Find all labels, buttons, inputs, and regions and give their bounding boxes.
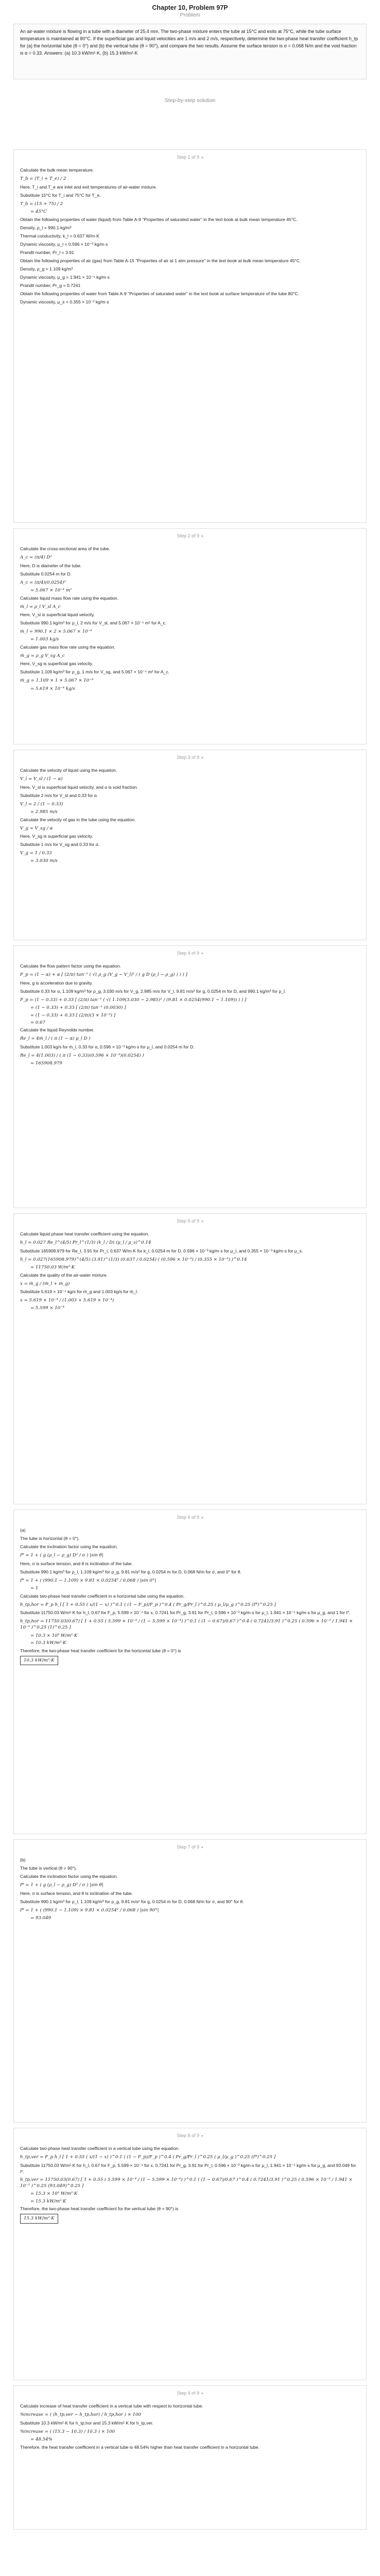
equation-result: = 5.067 × 10⁻⁴ m² bbox=[30, 588, 72, 594]
step-text: Calculate the quality of the air-water mixture. bbox=[20, 1272, 108, 1278]
step-text: Calculate two-phase heat transfer coefficient in a horizontal tube using the equation. bbox=[20, 1593, 185, 1599]
equation: Re_l = 4ṁ_l / ( π (1 − α) μ_l D ) bbox=[20, 1036, 91, 1042]
problem-statement: An air-water mixture is flowing in a tube with a diameter of 25.4 mm. The two-phase mixture enters the tube at 15°C and exits at 75°C, while the tube surface temperature is maintained at 80°C. If the superficial gas and liquid velocities are 1 m/s and 2 m/s, respectively, determine the two-phase heat transfer coefficient h_tp for (a) the horizontal tube (θ = 0°) and (b) the vertical tube (θ = 90°), and compare the two results. Assume the surface tension is σ = 0.068 N/m and the void fraction is α = 0.33. Answers: (a) 10.3 kW/m²·K, (b) 15.3 kW/m²·K bbox=[13, 24, 367, 79]
step-text: Here, V_sl is superficial liquid velocity, and α is void fraction. bbox=[20, 784, 138, 790]
step-text: Calculate gas mass flow rate using the equation. bbox=[20, 644, 115, 650]
chevron-down-icon: ▾ bbox=[201, 756, 203, 760]
step-text: Calculate the velocity of gas in the tube using the equation. bbox=[20, 817, 136, 822]
step-text: Calculate the bulk mean temperature. bbox=[20, 167, 94, 173]
step-text: Substitute 5.619 × 10⁻⁴ kg/s for ṁ_g and 1.003 kg/s for ṁ_l. bbox=[20, 1289, 139, 1294]
step-label-text: Step 5 of 9 bbox=[177, 1218, 200, 1224]
equation: A_c = (π/4)(0.0254)² bbox=[20, 580, 66, 585]
equation: V_g = V_sg / α bbox=[20, 825, 53, 831]
equation: T_b = (15 + 75) / 2 bbox=[20, 201, 63, 207]
step-card bbox=[13, 149, 367, 523]
equation-result: = 165908.979 bbox=[30, 1061, 62, 1066]
equation-result: = 93.049 bbox=[30, 1916, 51, 1921]
step-text: Here, V_sl is superficial liquid velocity. bbox=[20, 612, 95, 617]
equation: A_c = (π/4) D² bbox=[20, 555, 52, 561]
step-label[interactable] bbox=[20, 948, 360, 962]
step-text: Calculate the inclination factor using the equation. bbox=[20, 1544, 118, 1550]
equation-result: = 10.3 × 10³ W/m²·K bbox=[30, 1633, 78, 1638]
step-label-text: Step 3 of 9 bbox=[177, 755, 200, 760]
step-label[interactable] bbox=[20, 2130, 360, 2144]
step-text: Substitute 1.109 kg/m³ for ρ_g, 1 m/s for V_sg, and 5.067 × 10⁻⁴ m² for A_c. bbox=[20, 669, 169, 675]
step-text: Therefore, the two-phase heat transfer coefficient for the horizontal tube (θ = 0°) is bbox=[20, 1648, 181, 1653]
step-text: Here, V_sg is superficial gas velocity. bbox=[20, 661, 93, 667]
step-card bbox=[13, 1213, 367, 1504]
equation: I* = 1 + ( g (ρ_l − ρ_g) D² / σ ) |sin θ| bbox=[20, 1553, 103, 1558]
equation-result: = 3.030 m/s bbox=[30, 858, 58, 864]
solution-heading: Step-by-step solution bbox=[164, 97, 216, 104]
step-text: The tube is vertical (θ = 90°). bbox=[20, 1866, 77, 1871]
equation: h_tp,ver = F_p h_l [ 1 + 0.55 ( x/(1 − x) )^0.1 ( (1 − F_p)/F_p )^0.4 ( Pr_g/Pr_l )^0.25 ( μ_l/μ_g )^0.25 (I*)^0.25 ] bbox=[20, 2155, 276, 2160]
step-text: Therefore, the heat transfer coefficient in a vertical tube is 48.54% higher than heat transfer coefficient in a horizontal tube. bbox=[20, 2444, 260, 2450]
step-text: Dynamic viscosity, μ_l = 0.596 × 10⁻³ kg/m·s bbox=[20, 241, 108, 247]
chapter-title: Chapter 10, Problem 97P bbox=[152, 4, 228, 11]
step-label[interactable] bbox=[20, 531, 360, 545]
step-label[interactable] bbox=[20, 1842, 360, 1856]
step-text: Obtain the following properties of water (liquid) from Table A-9 "Properties of saturated water" in the text book at bulk mean temperature 45°C. bbox=[20, 216, 298, 222]
step-text: Calculate the inclination factor using the equation. bbox=[20, 1874, 118, 1879]
step-text: Substitute 10.3 kW/m²·K for h_tp,hor and 15.3 kW/m²·K for h_tp,ver. bbox=[20, 2420, 153, 2426]
step-text: (a) bbox=[20, 1528, 26, 1533]
answer-row bbox=[20, 1656, 360, 1665]
step-text: Thermal conductivity, k_l = 0.637 W/m·K bbox=[20, 233, 99, 239]
step-text: Substitute 11750.03 W/m²·K for h_l, 0.67 for F_p, 5.599 × 10⁻⁴ for x, 0.7241 for Pr_g, 3.91 for Pr_l, 0.596 × 10⁻³ kg/m·s for μ_l, 1.941 × 10⁻⁵ kg/m·s for μ_g, and 93.049 for I*. bbox=[20, 2162, 356, 2175]
equation: Re_l = 4(1.003) / ( π (1 − 0.33)(0.596 × 10⁻³)(0.0254) ) bbox=[20, 1053, 144, 1058]
equation-result: = 10.3 kW/m²·K bbox=[30, 1640, 66, 1646]
step-label-text: Step 4 of 9 bbox=[177, 951, 200, 956]
problem-heading: Problem bbox=[180, 12, 200, 18]
equation: V_l = V_sl / (1 − α) bbox=[20, 776, 63, 782]
step-text: Prandtl number, Pr_g = 0.7241 bbox=[20, 282, 81, 288]
chevron-down-icon: ▾ bbox=[201, 1220, 203, 1224]
step-text: Here, T_i and T_e are inlet and exit temperatures of air-water mixture. bbox=[20, 184, 157, 190]
step-text: Substitute 2 m/s for V_sl and 0.33 for α. bbox=[20, 792, 98, 798]
step-text: Substitute 15°C for T_i and 75°C for T_e. bbox=[20, 192, 101, 198]
step-text: Here, D is diameter of the tube. bbox=[20, 563, 82, 568]
step-text: Calculate the liquid Reynolds number. bbox=[20, 1027, 95, 1033]
solution-page bbox=[0, 0, 380, 107]
equation-result: = 15.3 × 10³ W/m²·K bbox=[30, 2191, 78, 2197]
equation-result: = 2.985 m/s bbox=[30, 809, 58, 815]
equation: ṁ_g = 1.109 × 1 × 5.067 × 10⁻⁴ bbox=[20, 678, 94, 684]
step-label-text: Step 9 of 9 bbox=[177, 2391, 200, 2396]
equation: ṁ_g = ρ_g V_sg A_c bbox=[20, 653, 65, 658]
equation: x = 5.619 × 10⁻⁴ / (1.003 + 5.619 × 10⁻⁴) bbox=[20, 1297, 114, 1303]
answer-row bbox=[20, 2214, 360, 2223]
equation: %increase = ( (15.3 − 10.3) / 10.3 ) × 100 bbox=[20, 2429, 115, 2434]
step-label[interactable] bbox=[20, 2388, 360, 2402]
equation: h_tp,hor = 11750.03(0.67) [ 1 + 0.55 ( 5.599 × 10⁻⁴ / (1 − 5.599 × 10⁻⁴) )^0.1 ( (1 − 0.67)/0.67 )^0.4 ( 0.7241/3.91 )^0.25 ( 0.596 × 10⁻³ / 1.941 × 10⁻⁵ )^0.25 (1)^0.25 ] bbox=[20, 1618, 353, 1631]
step-text: Calculate the cross-sectional area of the tube. bbox=[20, 546, 110, 552]
step-text: Here, σ is surface tension, and θ is inclination of the tube. bbox=[20, 1561, 133, 1566]
step-card bbox=[13, 750, 367, 940]
chevron-down-icon: ▾ bbox=[201, 1516, 203, 1520]
step-label-text: Step 8 of 9 bbox=[177, 2133, 200, 2138]
step-text: Calculate liquid mass flow rate using the equation. bbox=[20, 595, 119, 601]
chevron-down-icon: ▾ bbox=[201, 1846, 203, 1850]
step-text: (b) bbox=[20, 1857, 26, 1863]
step-text: Density, ρ_g = 1.109 kg/m³ bbox=[20, 266, 73, 272]
equation-result: = 5.599 × 10⁻⁴ bbox=[30, 1306, 65, 1311]
step-text: Calculate the velocity of liquid using the equation. bbox=[20, 768, 117, 773]
step-label-text: Step 6 of 9 bbox=[177, 1515, 200, 1520]
equation: ṁ_l = 990.1 × 2 × 5.067 × 10⁻⁴ bbox=[20, 629, 92, 634]
step-label[interactable] bbox=[20, 1512, 360, 1526]
chevron-down-icon: ▾ bbox=[201, 952, 203, 956]
equation: %increase = ( (h_tp,ver − h_tp,hor) / h_tp,hor ) × 100 bbox=[20, 2412, 141, 2418]
step-card bbox=[13, 2128, 367, 2380]
equation-result: = 15.3 kW/m²·K bbox=[30, 2198, 66, 2204]
equation: ṁ_l = ρ_l V_sl A_c bbox=[20, 604, 61, 609]
step-text: Substitute 11750.03 W/m²·K for h_l, 0.67 for F_p, 5.599 × 10⁻⁴ for x, 0.7241 for Pr_g, 3.91 for Pr_l, 0.596 × 10⁻³ kg/m·s for μ_l, 1.941 × 10⁻⁵ kg/m·s for μ_g, and 1 for I*. bbox=[20, 1609, 351, 1615]
step-label[interactable] bbox=[20, 752, 360, 766]
step-text: Here, V_sg is superficial gas velocity. bbox=[20, 833, 93, 839]
chevron-down-icon: ▾ bbox=[201, 535, 203, 538]
step-card bbox=[13, 2385, 367, 2530]
step-card bbox=[13, 945, 367, 1208]
equation-result: = 1.003 kg/s bbox=[30, 637, 59, 642]
final-answer: 15.3 kW/m²·K bbox=[20, 2214, 58, 2223]
step-text: Substitute 990.1 kg/m³ for ρ_l, 2 m/s for V_sl, and 5.067 × 10⁻⁴ m² for A_c. bbox=[20, 620, 167, 625]
step-text: Substitute 1.003 kg/s for ṁ_l, 0.33 for α, 0.596 × 10⁻³ kg/m·s for μ_l, and 0.0254 m for D. bbox=[20, 1044, 195, 1049]
equation: V_l = 2 / (1 − 0.33) bbox=[20, 801, 63, 807]
equation-result: = (1 − 0.33) + 0.33 [ (2/π) tan⁻¹ (0.0030) ] bbox=[30, 1005, 126, 1011]
equation: h_tp,ver = 11750.03(0.67) [ 1 + 0.55 ( 5.599 × 10⁻⁴ / (1 − 5.599 × 10⁻⁴) )^0.1 ( (1 − 0.67)/0.67 )^0.4 ( 0.7241/3.91 )^0.25 ( 0.596 × 10⁻³ / 1.941 × 10⁻⁵ )^0.25 (93.049)^0.25 ] bbox=[20, 2177, 353, 2189]
step-text: Calculate liquid phase heat transfer coefficient using the equation. bbox=[20, 1231, 149, 1237]
equation: T_b = (T_i + T_e) / 2 bbox=[20, 176, 66, 182]
step-label-text: Step 1 of 9 bbox=[177, 155, 200, 160]
equation: h_l = 0.027 Re_l^(4/5) Pr_l^(1/3) (k_l / D) (μ_l / μ_s)^0.14 bbox=[20, 1240, 151, 1246]
chevron-down-icon: ▾ bbox=[201, 156, 203, 160]
step-text: Density, ρ_l = 990.1 kg/m³ bbox=[20, 225, 72, 230]
step-text: Substitute 0.0254 m for D. bbox=[20, 571, 72, 577]
equation: x = ṁ_g / (ṁ_l + ṁ_g) bbox=[20, 1281, 70, 1286]
equation: F_p = (1 − α) + α [ (2/π) tan⁻¹ ( √( ρ_g (V_g − V_l)² / ( g D (ρ_l − ρ_g) ) ) ) ] bbox=[20, 972, 187, 978]
step-text: Obtain the following properties of air (gas) from Table A-15 "Properties of air at 1 atm pressure" in the text book at bulk mean temperature 45°C. bbox=[20, 258, 301, 263]
equation-result: = 11750.03 W/m²·K bbox=[30, 1265, 75, 1270]
equation-result: = 1 bbox=[30, 1586, 39, 1591]
equation: h_l = 0.027(165908.979)^(4/5) (3.91)^(1/3) (0.637 / 0.0254) ( (0.596 × 10⁻³) / (0.355 × 10⁻³) )^0.14 bbox=[20, 1257, 247, 1262]
equation: I* = 1 + ( g (ρ_l − ρ_g) D² / σ ) |sin θ| bbox=[20, 1883, 103, 1888]
chevron-down-icon: ▾ bbox=[201, 2392, 203, 2396]
step-text: Substitute 990.1 kg/m³ for ρ_l, 1.109 kg/m³ for ρ_g, 9.81 m/s² for g, 0.0254 m for D, 0.068 N/m for σ, and 90° for θ. bbox=[20, 1899, 244, 1904]
equation-result: = (1 − 0.33) + 0.33 [ (2/π)(3 × 10⁻³) ] bbox=[30, 1012, 116, 1018]
step-text: Calculate two-phase heat transfer coefficient in a vertical tube using the equation. bbox=[20, 2146, 180, 2151]
step-card bbox=[13, 528, 367, 744]
step-text: Dynamic viscosity, μ_g = 1.941 × 10⁻⁵ kg/m·s bbox=[20, 274, 110, 280]
step-text: Therefore, the two-phase heat transfer coefficient for the vertical tube (θ = 90°) is bbox=[20, 2206, 179, 2212]
step-text: Substitute 1 m/s for V_sg and 0.33 for α. bbox=[20, 841, 100, 847]
step-text: Prandtl number, Pr_l = 3.91 bbox=[20, 249, 74, 255]
equation-result: = 45°C bbox=[30, 209, 47, 215]
equation: h_tp,hor = F_p h_l [ 1 + 0.55 ( x/(1 − x) )^0.1 ( (1 − F_p)/F_p )^0.4 ( Pr_g/Pr_l )^0.25 ( μ_l/μ_g )^0.25 (I*)^0.25 ] bbox=[20, 1602, 276, 1607]
step-label-text: Step 2 of 9 bbox=[177, 533, 200, 538]
equation: I* = 1 + ( (990.1 − 1.109) × 9.81 × 0.0254² / 0.068 ) |sin 90°| bbox=[20, 1907, 159, 1913]
step-card bbox=[13, 1839, 367, 2123]
step-label[interactable] bbox=[20, 1216, 360, 1230]
step-card bbox=[13, 1510, 367, 1834]
step-label[interactable] bbox=[20, 152, 360, 166]
step-text: Obtain the following properties of water from Table A-9 "Properties of saturated water" in the text book at surface temperature of the tube 80°C. bbox=[20, 291, 300, 296]
step-text: Substitute 990.1 kg/m³ for ρ_l, 1.109 kg/m³ for ρ_g, 9.81 m/s² for g, 0.0254 m for D, 0.068 N/m for σ, and 0° for θ. bbox=[20, 1569, 241, 1574]
step-text: Substitute 0.33 for α, 1.109 kg/m³ for ρ_g, 3.030 m/s for V_g, 2.985 m/s for V_l, 9.81 m/s² for g, 0.0254 m for D, and 990.1 kg/m³ for ρ_l. bbox=[20, 988, 286, 994]
step-text: Here, σ is surface tension, and θ is inclination of the tube. bbox=[20, 1890, 133, 1896]
step-label-text: Step 7 of 9 bbox=[177, 1844, 200, 1850]
equation-result: = 48.54% bbox=[30, 2437, 53, 2443]
equation: I* = 1 + ( (990.1 − 1.109) × 9.81 × 0.0254² / 0.068 ) |sin 0°| bbox=[20, 1578, 156, 1583]
equation: V_g = 1 / 0.33 bbox=[20, 850, 52, 856]
step-text: Dynamic viscosity, μ_s = 0.355 × 10⁻³ kg/m·s bbox=[20, 299, 109, 304]
equation-result: = 5.619 × 10⁻⁴ kg/s bbox=[30, 686, 75, 691]
final-answer: 10.3 kW/m²·K bbox=[20, 1656, 58, 1665]
step-text: Here, g is acceleration due to gravity. bbox=[20, 980, 93, 986]
step-text: Calculate increase of heat transfer coefficient in a vertical tube with respect to horizontal tube. bbox=[20, 2403, 203, 2409]
equation: F_p = (1 − 0.33) + 0.33 [ (2/π) tan⁻¹ ( √( 1.109(3.030 − 2.985)² / (9.81 × 0.0254(990.1 − 1.109)) ) ) ] bbox=[20, 997, 247, 1003]
step-text: The tube is horizontal (θ = 0°). bbox=[20, 1536, 80, 1541]
equation-result: = 0.67 bbox=[30, 1020, 46, 1025]
chevron-down-icon: ▾ bbox=[201, 2134, 203, 2138]
step-text: Substitute 165908.979 for Re_l, 3.91 for Pr_l, 0.637 W/m·K for k_l, 0.0254 m for D, 0.596 × 10⁻³ kg/m·s for μ_l, and 0.355 × 10⁻³ kg/m·s for μ_s. bbox=[20, 1248, 303, 1253]
step-text: Calculate the flow pattern factor using the equation. bbox=[20, 963, 121, 969]
